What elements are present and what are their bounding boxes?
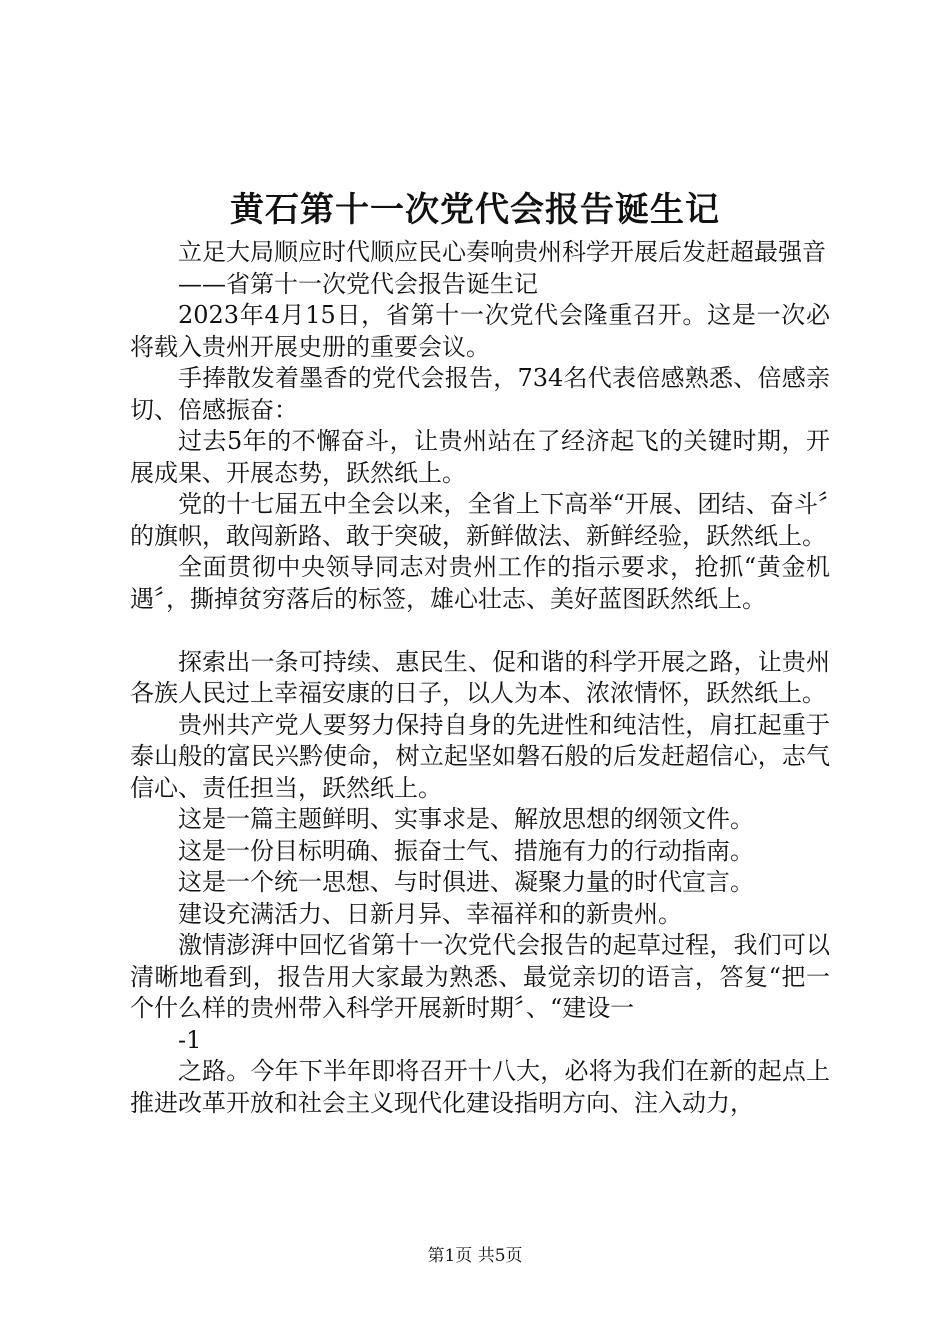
- paragraph: 全面贯彻中央领导同志对贵州工作的指示要求，抢抓“黄金机遇〞，撕掉贫穷落后的标签，雄心壮志、美好蓝图跃然纸上。: [130, 553, 830, 613]
- document-body: [130, 237, 830, 1119]
- paragraph: 这是一篇主题鲜明、实事求是、解放思想的纲领文件。: [178, 805, 754, 833]
- paragraph: 这是一份目标明确、振奋士气、措施有力的行动指南。: [178, 836, 754, 865]
- paragraph: 之路。今年下半年即将召开十八大，必将为我们在新的起点上推进改革开放和社会主义现代化建设指明方向、注入动力，: [130, 1057, 830, 1117]
- paragraph: 贵州共产党人要努力保持自身的先进性和纯洁性，肩扛起重于泰山般的富民兴黔使命，树立起坚如磐石般的后发赶超信心，志气信心、责任担当，跃然纸上。: [130, 710, 830, 802]
- paragraph-subtitle-line2: ——省第十一次党代会报告诞生记: [178, 269, 538, 298]
- paragraph-subtitle: 立足大局顺应时代顺应民心奏响贵州科学开展后发赶超最强音: [178, 238, 826, 266]
- inline-page-marker: -1: [178, 1025, 202, 1054]
- paragraph: 手捧散发着墨香的党代会报告，734名代表倍感熟悉、倍感亲切、倍感振奋：: [130, 364, 830, 424]
- document-title: 黄石第十一次党代会报告诞生记: [230, 190, 720, 230]
- paragraph: 激情澎湃中回忆省第十一次党代会报告的起草过程，我们可以清晰地看到，报告用大家最为熟悉、最觉亲切的语言，答复“把一个什么样的贵州带入科学开展新时期〞、“建设一: [130, 931, 830, 1022]
- paragraph: 这是一个统一思想、与时俱进、凝聚力量的时代宣言。: [178, 868, 754, 896]
- page-number-footer: 第1页 共5页: [427, 1246, 523, 1266]
- paragraph: 过去5年的不懈奋斗，让贵州站在了经济起飞的关键时期，开展成果、开展态势，跃然纸上。: [130, 427, 830, 487]
- paragraph: 探索出一条可持续、惠民生、促和谐的科学开展之路，让贵州各族人民过上幸福安康的日子，以人为本、浓浓情怀，跃然纸上。: [130, 647, 830, 707]
- paragraph: 党的十七届五中全会以来，全省上下高举“开展、团结、奋斗〞的旗帜，敢闯新路、敢于突破，新鲜做法、新鲜经验，跃然纸上。: [130, 490, 830, 550]
- paragraph: 2023年4月15日，省第十一次党代会隆重召开。这是一次必将载入贵州开展史册的重要会议。: [130, 301, 830, 361]
- paragraph: 建设充满活力、日新月异、幸福祥和的新贵州。: [178, 899, 682, 928]
